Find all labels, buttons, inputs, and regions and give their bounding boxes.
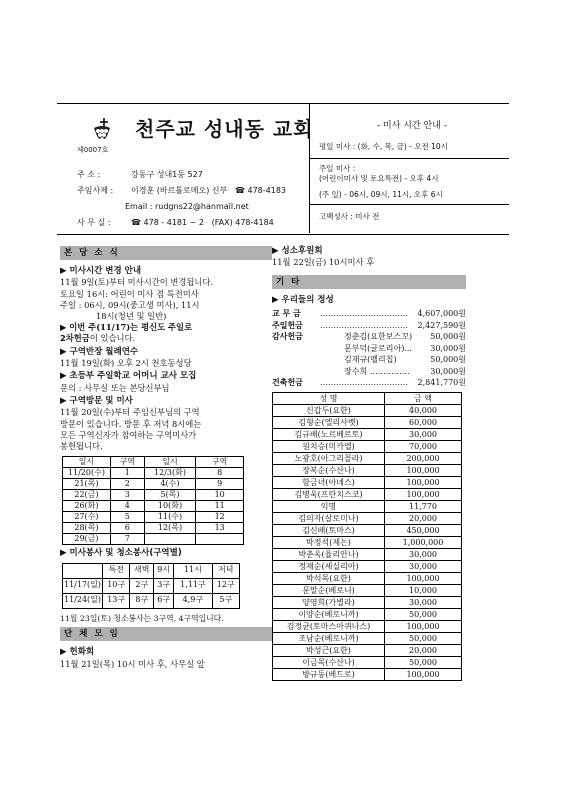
news-text: 봉헌됩니다. [60, 440, 103, 451]
table-cell: 12구 [212, 578, 239, 593]
email-line: Email : rudgns22@hanmail.net [125, 202, 249, 211]
vocation-text: 11월 22일(금) 10시미사 후 [272, 257, 375, 268]
column-header: 구역 [110, 457, 144, 468]
offering-donor: 정춘김(요한보스꼬) [344, 332, 413, 342]
donor-amount: 40,000 [385, 404, 462, 416]
table-row [273, 608, 462, 620]
column-header: 새벽 [130, 563, 154, 578]
sunday-mass: (주 일) - 06시, 09시, 11시, 오후 6시 [319, 190, 443, 199]
table-cell: 11 [196, 501, 244, 512]
parish-news-bar [60, 246, 272, 260]
table-row [273, 656, 462, 668]
table-cell: 12 [196, 512, 244, 523]
notice-text: ▶ 이번 주(11/17)는 [60, 322, 142, 333]
offering-label: 감사헌금 [272, 332, 303, 342]
table-cell: 5 [110, 512, 144, 523]
table-cell [196, 534, 244, 545]
news-title: ▶ 구역방문 및 미사 [60, 395, 133, 406]
news-text: 11월 19일(화) 오후 2시 천호동성당 [60, 358, 192, 369]
donor-name: 김형순(엘리사벳) [273, 416, 385, 428]
table-cell: 8 [196, 468, 244, 479]
table-cell: 11/20(수) [63, 468, 111, 479]
confession-time: 고백성사 : 미사 전 [319, 212, 380, 221]
donor-name: 이양순(베로니까) [273, 608, 385, 620]
table-row [63, 578, 240, 593]
table-cell: 2 [110, 479, 144, 490]
table-row [273, 440, 462, 452]
table-cell: 3 [110, 490, 144, 501]
donor-amount: 100,000 [385, 476, 462, 488]
table-row [273, 416, 462, 428]
notice-emphasis: 2차헌금 [60, 333, 90, 344]
table-cell: 1 [110, 468, 144, 479]
donor-amount: 30,000 [385, 560, 462, 572]
table-cell: 28(목) [63, 523, 111, 534]
donor-name: 익명 [273, 500, 385, 512]
news-text: 방문이 있습니다. 방문 후 저녁 8시에는 [60, 418, 202, 429]
service-table [62, 563, 240, 609]
donor-amount: 50,000 [385, 632, 462, 644]
groups-heading: 단 체 모 임 [64, 629, 120, 640]
table-row [273, 428, 462, 440]
other-heading: 기 타 [276, 276, 302, 287]
table-cell: 12(목) [144, 523, 196, 534]
donor-amount: 10,000 [385, 584, 462, 596]
table-cell: 13구 [103, 593, 130, 608]
mass-rule [309, 204, 509, 205]
group-text: 11월 21일(목) 10시 미사 후, 사무실 앞 [60, 658, 205, 669]
pastor-label: 주임사제 : [77, 186, 114, 195]
donor-amount: 20,000 [385, 644, 462, 656]
news-text: 모든 구역신자가 참여하는 구역미사가 [60, 429, 197, 440]
offering-amount: 30,000원 [430, 366, 466, 376]
offering-dots: …………………………… [320, 320, 408, 330]
donor-amount: 30,000 [385, 596, 462, 608]
notice-emphasis: 평신도 주일 [141, 322, 185, 333]
offering-amount: 30,000원 [430, 343, 466, 353]
offering-amount: 2,427,590원 [417, 320, 466, 330]
donor-name: 방규동(베드로) [273, 668, 385, 680]
table-row [63, 490, 244, 501]
saturday-mass: (어린이미사 및 토요특전) - 오후 4시 [319, 174, 439, 183]
donor-name: 문말순(베로니) [273, 584, 385, 596]
table-row [63, 479, 244, 490]
table-cell: 10(화) [144, 501, 196, 512]
table-cell: 2구 [130, 578, 154, 593]
donor-amount: 200,000 [385, 452, 462, 464]
news-sunday-notice [60, 322, 272, 333]
donor-amount: 100,000 [385, 668, 462, 680]
offering-row [272, 321, 466, 333]
donor-name: 김규배(노르베르토) [273, 428, 385, 440]
news-text: 11월 20일(수)부터 주임신부님의 구역 [60, 407, 200, 418]
offering-row [272, 355, 466, 367]
table-cell: 13 [196, 523, 244, 534]
table-cell: 9 [196, 479, 244, 490]
table-row [63, 534, 244, 545]
table-cell: 21(목) [63, 479, 111, 490]
table-row [273, 560, 462, 572]
offering-row [272, 332, 466, 344]
donor-amount: 60,000 [385, 416, 462, 428]
donor-amount: 70,000 [385, 440, 462, 452]
donor-name: 박석목(요한) [273, 572, 385, 584]
group-title: ▶ 헌화회 [60, 647, 95, 658]
donor-name: 김의자(살로미나) [273, 512, 385, 524]
table-row [273, 512, 462, 524]
table-row [63, 468, 244, 479]
donor-amount: 100,000 [385, 620, 462, 632]
donor-amount: 100,000 [385, 572, 462, 584]
column-header: 9시 [154, 563, 174, 578]
issue-number: 제0007호 [77, 146, 109, 154]
column-header: 특전 [103, 563, 130, 578]
news-title: ▶ 초등부 주일학교 어머니 교사 모집 [60, 371, 197, 382]
visit-schedule-table [62, 456, 244, 545]
donor-name: 양영희(가별라) [273, 596, 385, 608]
donor-name: 장복순(수산나) [273, 464, 385, 476]
offering-label: 주일헌금 [272, 320, 303, 330]
table-header-row [273, 392, 462, 404]
notice-text: 이 있습니다. [89, 333, 136, 344]
cleaning-notice: 11월 23일(토) 청소봉사는 3구역, 4구역입니다. [60, 613, 224, 623]
table-cell: 6 [110, 523, 144, 534]
table-cell: 5구 [212, 593, 239, 608]
offering-row [272, 309, 466, 321]
table-row [273, 500, 462, 512]
offering-row [272, 367, 466, 379]
donor-name: 함금녀(아녜스) [273, 476, 385, 488]
offering-title: ▶ 우리들의 정성 [272, 294, 334, 305]
column-header: 일시 [63, 457, 111, 468]
table-row [273, 464, 462, 476]
mass-times-title: - 미사 시간 안내 - [376, 121, 448, 131]
offering-row [272, 378, 466, 390]
table-row [273, 476, 462, 488]
table-row [273, 668, 462, 680]
table-header-row [63, 563, 240, 578]
donor-amount: 1,000,000 [385, 536, 462, 548]
donor-amount: 30,000 [385, 548, 462, 560]
donor-name: 김병욱(프란치스코) [273, 488, 385, 500]
donor-table [272, 392, 462, 681]
donor-amount: 100,000 [385, 488, 462, 500]
table-cell [144, 534, 196, 545]
donor-name: 박춘옥(율리안나) [273, 548, 385, 560]
notice-text: 로 [184, 322, 193, 333]
table-cell: 27(수) [63, 512, 111, 523]
donor-name: 박정석(제논) [273, 536, 385, 548]
donor-name: 정재순(세실리아) [273, 560, 385, 572]
column-header: 저녁 [212, 563, 239, 578]
table-row [273, 620, 462, 632]
bulletin-header [57, 103, 509, 235]
offering-donor: 문부덕(글로리아)... [344, 343, 412, 353]
table-row [273, 404, 462, 416]
left-column [60, 244, 272, 670]
grape-cross-logo-icon [87, 116, 117, 146]
fax-number: (FAX) 478-4184 [211, 218, 274, 227]
table-cell: 12/3(화) [144, 468, 196, 479]
table-cell: 1,11구 [174, 578, 212, 593]
offering-amount: 2,841,770원 [417, 378, 466, 388]
donor-name: 김신배(토마스) [273, 524, 385, 536]
right-column [272, 244, 466, 681]
donor-amount: 20,000 [385, 512, 462, 524]
donor-name: 신갑두(요한) [273, 404, 385, 416]
table-cell: 10구 [103, 578, 130, 593]
office-line [77, 218, 274, 229]
table-cell: 10 [196, 490, 244, 501]
vocation-title: ▶ 성소후원회 [272, 246, 323, 256]
table-row [273, 632, 462, 644]
table-row [63, 501, 244, 512]
office-label: 사 무 실 : [77, 218, 111, 227]
table-cell: 11/24(일) [63, 593, 103, 608]
pastor-phone: ☎ 478-4183 [234, 186, 287, 195]
table-row [273, 452, 462, 464]
table-cell: 22(금) [63, 490, 111, 501]
news-title: ▶ 미사시간 변경 안내 [60, 266, 142, 276]
donor-name: 이금목(수산나) [273, 656, 385, 668]
table-cell: 29(금) [63, 534, 111, 545]
other-bar [272, 275, 466, 289]
news-text: 18시(청년 및 일반) [96, 311, 167, 322]
table-cell: 5(목) [144, 490, 196, 501]
address-value: 강동구 성내1동 527 [131, 170, 203, 179]
donor-amount: 100,000 [385, 464, 462, 476]
offering-label: 교 무 금 [272, 309, 301, 319]
table-cell: 3구 [154, 578, 174, 593]
table-row [273, 536, 462, 548]
news-text: 토요일 16시: 어린이 미사 겸 특전미사 [60, 288, 199, 299]
donor-name: 조남순(베로니까) [273, 632, 385, 644]
table-row [273, 548, 462, 560]
weekday-mass: 평일 미사 : (화, 수, 목, 금) - 오전 10시 [319, 142, 448, 151]
donor-amount: 11,770 [385, 500, 462, 512]
table-cell: 26(화) [63, 501, 111, 512]
table-cell: 7 [110, 534, 144, 545]
table-row [273, 524, 462, 536]
donor-name: 원치승(미카엘) [273, 440, 385, 452]
table-row [273, 644, 462, 656]
column-header: 구역 [196, 457, 244, 468]
news-title: ▶ 구역반장 월례연수 [60, 346, 139, 357]
table-cell: 8구 [130, 593, 154, 608]
table-row [273, 572, 462, 584]
offering-donor: 장수희 …………… [344, 366, 410, 376]
donor-amount: 450,000 [385, 524, 462, 536]
donor-name: 노광호(아그리꼴라) [273, 452, 385, 464]
table-row [63, 512, 244, 523]
address-label: 주 소 : [77, 170, 101, 179]
pastor-line [77, 186, 286, 197]
donor-name: 박성근(요한) [273, 644, 385, 656]
news-text: 11월 9일(토)부터 미사시간이 변경됩니다. [60, 277, 214, 288]
donor-amount: 50,000 [385, 656, 462, 668]
donor-name: 김정균(토마스아퀴나스) [273, 620, 385, 632]
donor-amount: 50,000 [385, 608, 462, 620]
offering-row [272, 344, 466, 356]
table-row [273, 596, 462, 608]
service-title: ▶ 미사봉사 및 청소봉사(구역별) [60, 548, 182, 559]
offering-list [272, 309, 466, 390]
offering-label: 건축헌금 [272, 378, 303, 388]
sunday-mass-label: 주일 미사 : [319, 164, 356, 173]
column-header: 성 명 [273, 392, 385, 404]
table-cell: 4(수) [144, 479, 196, 490]
offering-dots: …………………………… [320, 309, 408, 319]
offering-dots: …………………………… [320, 378, 408, 388]
groups-bar [60, 627, 272, 641]
column-header: 금 액 [385, 392, 462, 404]
table-cell: 4,9구 [174, 593, 212, 608]
parish-news-heading: 본 당 소 식 [64, 248, 120, 258]
table-row [63, 523, 244, 534]
table-cell: 6구 [154, 593, 174, 608]
table-row [273, 488, 462, 500]
church-name: 천주교 성내동 교회 [135, 117, 314, 141]
table-cell: 11/17(일) [63, 578, 103, 593]
table-row [273, 584, 462, 596]
pastor-value: 이경훈 (바르톨로메오) 신부 [131, 186, 228, 195]
table-row [63, 593, 240, 608]
news-text: 문의 : 사무실 또는 본당신부님 [60, 382, 170, 393]
office-phone: ☎ 478 - 4181 ~ 2 [131, 218, 204, 227]
column-header: 11시 [174, 563, 212, 578]
table-cell: 4 [110, 501, 144, 512]
table-header-row [63, 457, 244, 468]
news-text: 주일 : 06시, 09시(중고생 미사), 11시 [60, 299, 200, 310]
column-header: 일시 [144, 457, 196, 468]
address-line [77, 170, 203, 181]
table-cell: 11(수) [144, 512, 196, 523]
offering-amount: 4,607,000원 [417, 309, 466, 319]
offering-donor: 김재규(펠리칩) [344, 355, 397, 365]
column-header [63, 563, 103, 578]
donor-amount: 30,000 [385, 428, 462, 440]
offering-amount: 50,000원 [430, 332, 466, 342]
mass-rule [309, 158, 509, 159]
news-sunday-notice-2 [60, 333, 272, 344]
offering-amount: 50,000원 [430, 355, 466, 365]
